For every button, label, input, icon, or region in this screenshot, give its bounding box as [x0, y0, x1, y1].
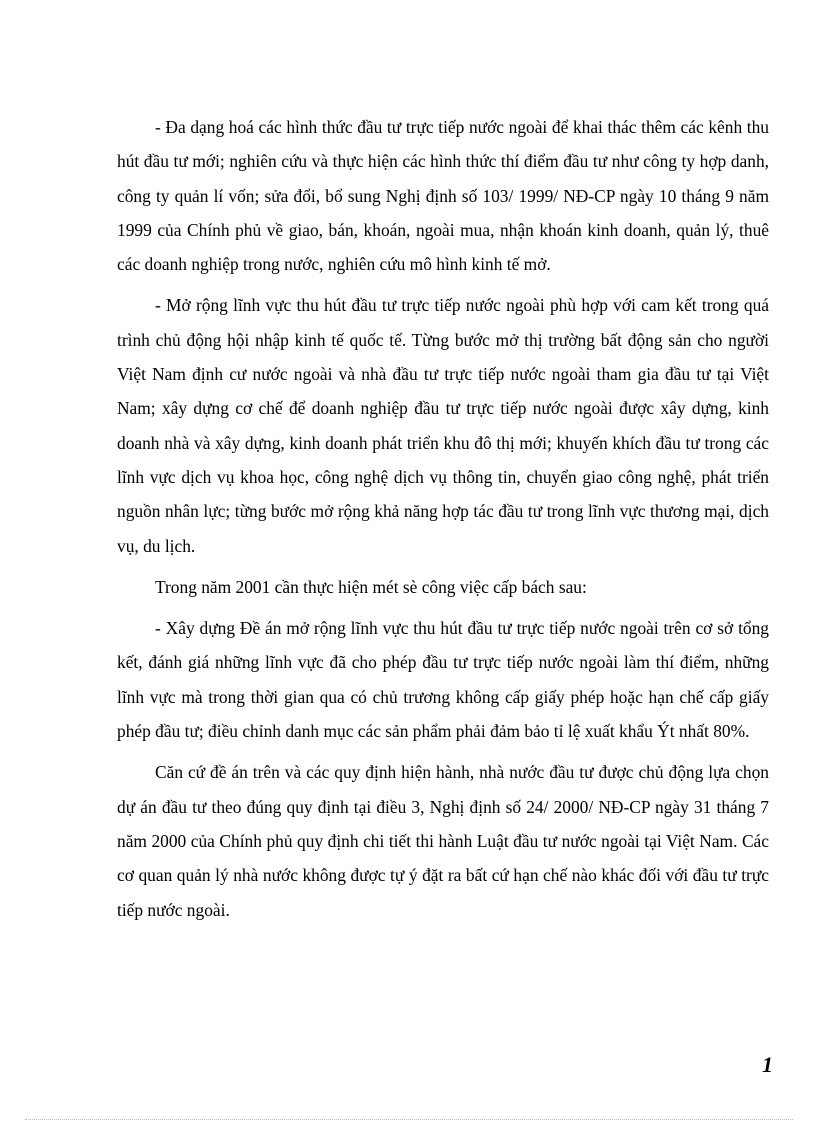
paragraph-build-scheme: - Xây dựng Đề án mở rộng lĩnh vực thu hút đầu tư trực tiếp nước ngoài trên cơ sở tổng kết, đánh giá những lĩnh vực đã cho phép đầu tư trực tiếp nước ngoài làm thí điểm, những lĩnh vực mà trong thời gian qua có chủ trương không cấp giấy phép hoặc hạn chế cấp giấy phép đầu tư; điều chỉnh danh mục các sản phẩm phải đảm bảo tỉ lệ xuất khẩu Ýt nhất 80%. — [117, 618, 769, 742]
paragraph-expand-fdi-fields: - Mở rộng lĩnh vực thu hút đầu tư trực tiếp nước ngoài phù hợp với cam kết trong quá trình chủ động hội nhập kinh tế quốc tế. Từng bước mở thị trường bất động sản cho người Việt Nam định cư nước ngoài và nhà đầu tư trực tiếp nước ngoài tham gia đầu tư tại Việt Nam; xây dựng cơ chế để doanh nghiệp đầu tư trực tiếp nước ngoài được xây dựng, kinh doanh nhà và xây dựng, kinh doanh phát triển khu đô thị mới; khuyến khích đầu tư trong các lĩnh vực dịch vụ khoa học, công nghệ dịch vụ thông tin, chuyển giao công nghệ, phát triển nguồn nhân lực; từng bước mở rộng khả năng hợp tác đầu tư trong lĩnh vực thương mại, dịch vụ, du lịch. — [117, 295, 769, 556]
page-number: 1 — [762, 1052, 773, 1077]
paragraph-urgent-tasks-2001: Trong năm 2001 cần thực hiện mét sè công việc cấp bách sau: — [155, 576, 587, 597]
footer-dotted-rule — [25, 1119, 793, 1120]
paragraph-diversify-fdi-forms: - Đa dạng hoá các hình thức đầu tư trực tiếp nước ngoài để khai thác thêm các kênh thu hút đầu tư mới; nghiên cứu và thực hiện các hình thức thí điểm đầu tư như công ty hợp danh, công ty quản lí vốn; sửa đổi, bổ sung Nghị định số 103/ 1999/ NĐ-CP ngày 10 tháng 9 năm 1999 của Chính phủ về giao, bán, khoán, ngoài mua, nhận khoán kinh doanh, quản lý, thuê các doanh nghiệp trong nước, nghiên cứu mô hình kinh tế mở. — [117, 117, 769, 275]
body-text — [117, 110, 769, 934]
paragraph-legal-basis: Căn cứ đề án trên và các quy định hiện hành, nhà nước đầu tư được chủ động lựa chọn dự án đầu tư theo đúng quy định tại điều 3, Nghị định số 24/ 2000/ NĐ-CP ngày 31 tháng 7 năm 2000 của Chính phủ quy định chi tiết thi hành Luật đầu tư nước ngoài tại Việt Nam. Các cơ quan quản lý nhà nước không được tự ý đặt ra bất cứ hạn chế nào khác đối với đầu tư trực tiếp nước ngoài. — [117, 762, 769, 920]
